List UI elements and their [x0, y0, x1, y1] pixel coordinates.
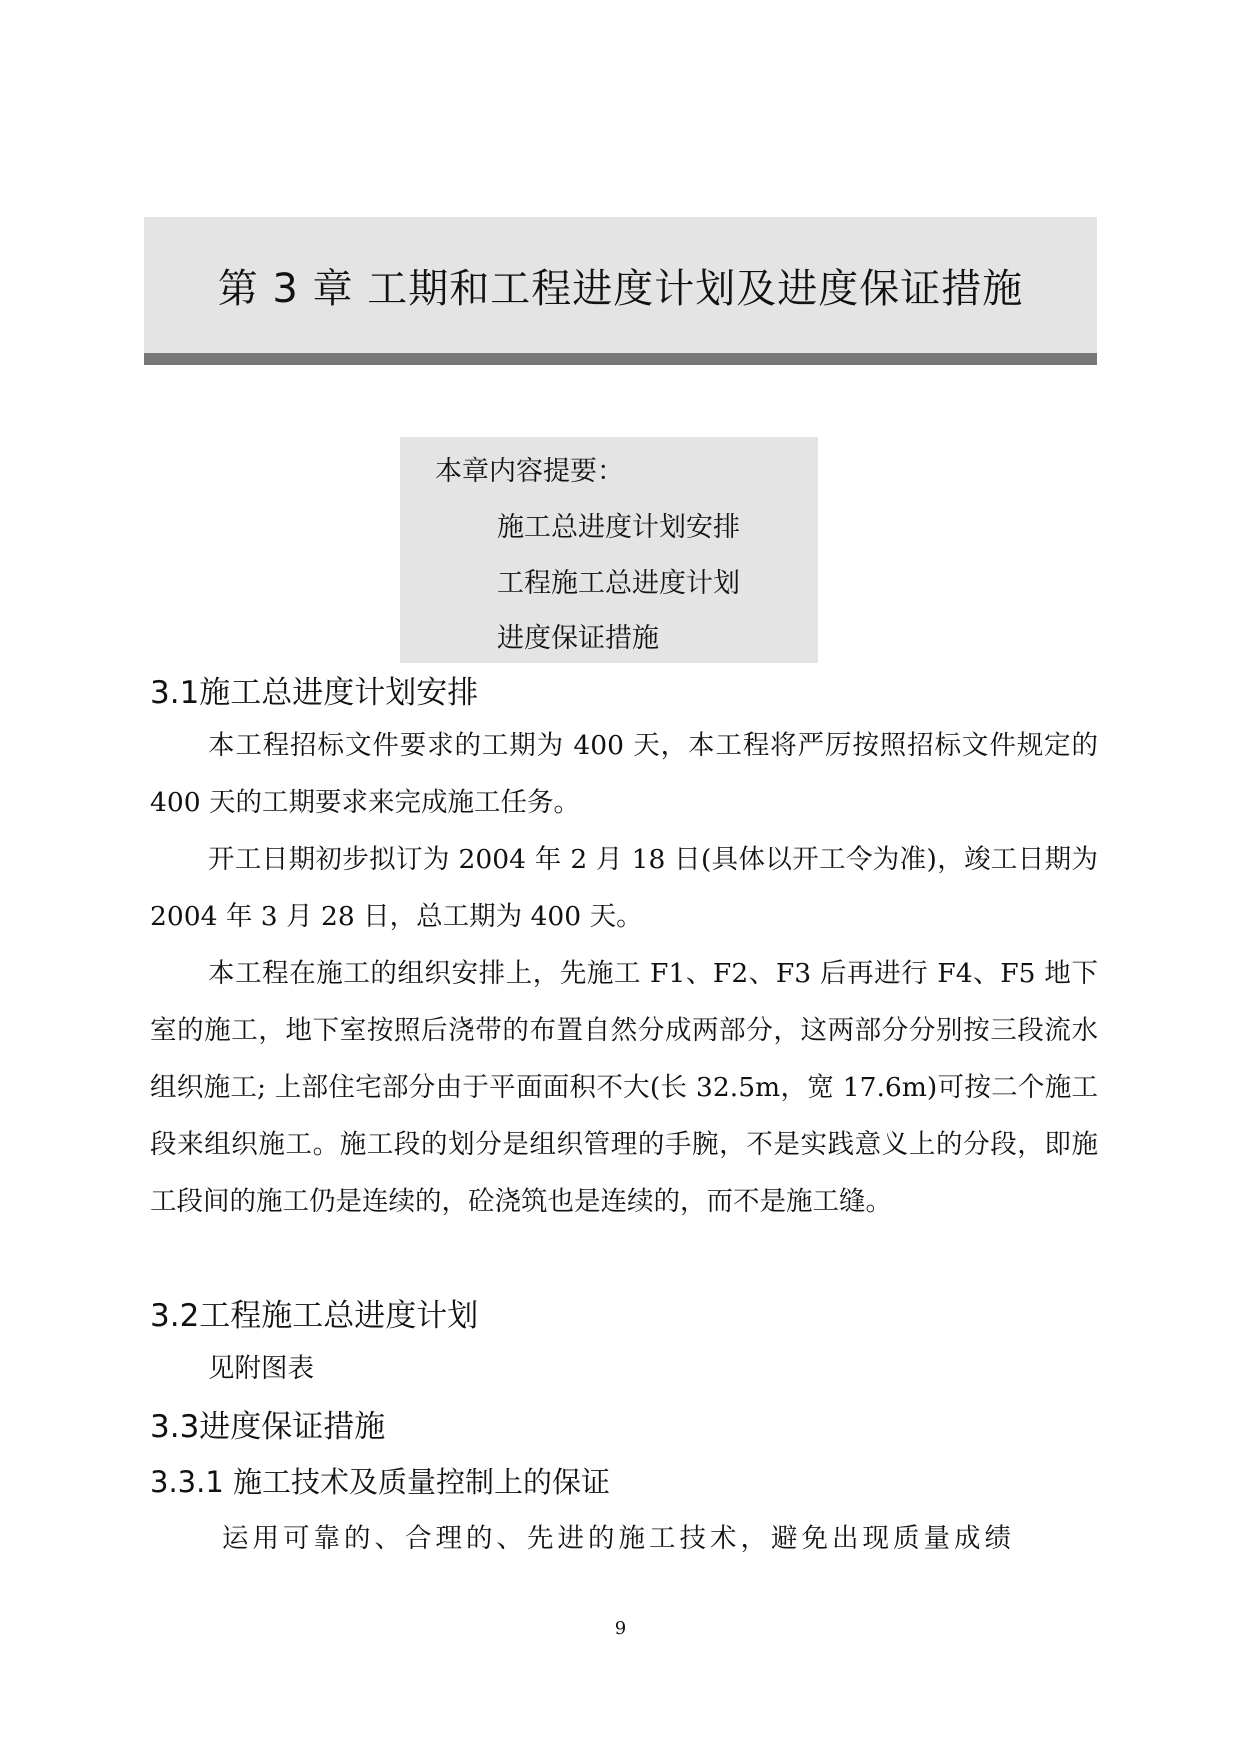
chapter-banner — [144, 217, 1097, 353]
section-heading-3-2: 3.2工程施工总进度计划 — [150, 1298, 479, 1334]
chapter-divider — [144, 353, 1097, 365]
chapter-summary-box — [400, 437, 818, 663]
body-paragraph: 本工程在施工的组织安排上，先施工 F1、F2、F3 后再进行 F4、F5 地下室的施工，地下室按照后浇带的布置自然分成两部分，这两部分分别按三段流水组织施工; 上部住宅部分由于平面面积不大(长 32.5m，宽 17.6m)可按二个施工段来组织施工。施工段的划分是组织管理的手腕，不是实践意义上的分段，即施工段间的施工仍是连续的，砼浇筑也是连续的，而不是施工缝。 — [150, 958, 1098, 1217]
chapter-title: 第 3 章 工期和工程进度计划及进度保证措施 — [217, 265, 1024, 312]
summary-item: 进度保证措施 — [497, 623, 659, 654]
body-paragraph: 运用可靠的、合理的、先进的施工技术，避免出现质量成绩 — [222, 1523, 1015, 1554]
summary-item: 施工总进度计划安排 — [497, 512, 740, 543]
summary-heading: 本章内容提要： — [435, 456, 624, 487]
body-paragraph: 见附图表 — [208, 1353, 314, 1384]
section-heading-3-3: 3.3进度保证措施 — [150, 1409, 386, 1445]
subsection-heading-3-3-1: 3.3.1 施工技术及质量控制上的保证 — [150, 1465, 611, 1499]
body-paragraph: 开工日期初步拟订为 2004 年 2 月 18 日(具体以开工令为准)，竣工日期为 2004 年 3 月 28 日，总工期为 400 天。 — [150, 844, 1098, 932]
body-paragraph: 本工程招标文件要求的工期为 400 天，本工程将严厉按照招标文件规定的 400 天的工期要求来完成施工任务。 — [150, 730, 1098, 818]
page-number: 9 — [614, 1618, 627, 1639]
section-heading-3-1: 3.1施工总进度计划安排 — [150, 675, 479, 711]
summary-item: 工程施工总进度计划 — [497, 568, 740, 599]
